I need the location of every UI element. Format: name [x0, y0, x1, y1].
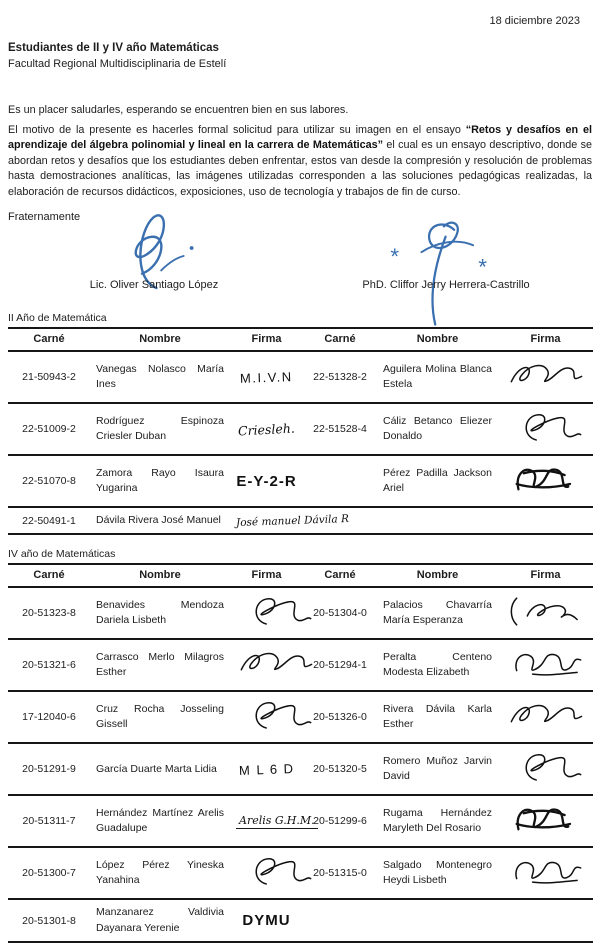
nombre-cell: Cruz Rocha Josseling Gissell	[90, 691, 230, 743]
table-row	[8, 587, 593, 639]
signature-handwriting: M L 6 D	[238, 760, 295, 778]
signer-name-oliver: Lic. Oliver Santiago López	[89, 279, 219, 292]
table-row	[8, 351, 593, 403]
firma-cell	[498, 403, 593, 455]
signature-scribble	[506, 749, 586, 786]
nombre-cell: López Pérez Yineska Yanahina	[90, 847, 230, 899]
signature-scribble	[506, 697, 586, 734]
signature-handwriting: M.I.V.N	[239, 368, 294, 386]
table-row	[8, 507, 593, 534]
firma-cell	[230, 795, 315, 847]
signature-scribble	[506, 409, 586, 446]
column-header: Firma	[498, 328, 593, 351]
firma-cell	[230, 351, 303, 403]
nombre-cell: Cáliz Betanco Eliezer Donaldo	[377, 403, 498, 455]
carne-cell: 20-51311-7	[8, 795, 90, 847]
carne-cell: 20-51323-8	[8, 587, 90, 639]
table-row	[8, 403, 593, 455]
column-header: Firma	[230, 328, 303, 351]
firma-cell	[230, 743, 303, 795]
column-header: Carné	[8, 328, 90, 351]
carne-cell: 22-51070-8	[8, 455, 90, 507]
firma-cell	[230, 899, 303, 941]
firma-cell	[230, 847, 303, 899]
firma-cell	[230, 455, 303, 507]
signature-scribble	[506, 853, 586, 890]
table-row	[8, 691, 593, 743]
firma-cell	[230, 587, 303, 639]
signature-block	[8, 223, 592, 299]
body-paragraph	[8, 123, 592, 200]
recipient-line: Estudiantes de II y IV año Matemáticas	[8, 42, 219, 54]
nombre-cell: Pérez Padilla Jackson Ariel	[377, 455, 498, 507]
carne-cell: 20-51291-9	[8, 743, 90, 795]
signature-scribble	[236, 593, 316, 630]
carne-cell: 20-51294-1	[303, 639, 377, 691]
table-row	[8, 639, 593, 691]
column-header: Nombre	[90, 328, 230, 351]
firma-cell	[498, 847, 593, 899]
firma-cell	[230, 403, 303, 455]
table-title-year4: IV año de Matemáticas	[8, 548, 116, 561]
closing-word: Fraternamente	[8, 211, 81, 224]
header-row	[8, 564, 593, 587]
nombre-cell: Romero Muñoz Jarvin David	[377, 743, 498, 795]
nombre-cell: Rivera Dávila Karla Esther	[377, 691, 498, 743]
firma-cell	[498, 455, 593, 507]
column-header: Firma	[230, 564, 303, 587]
signature-scribble	[506, 593, 586, 630]
asterisk-right: *	[478, 254, 488, 280]
signature-table-year2	[8, 327, 593, 535]
carne-cell	[303, 455, 377, 507]
signature-scribble	[506, 801, 586, 838]
carne-cell: 20-51300-7	[8, 847, 90, 899]
firma-cell	[498, 507, 593, 534]
asterisk-left: *	[390, 244, 400, 270]
signature-table-year4	[8, 563, 593, 942]
carne-cell: 20-51321-6	[8, 639, 90, 691]
firma-cell	[498, 743, 593, 795]
signature-handwriting: Criesleh.	[237, 420, 296, 439]
carne-cell: 20-51315-0	[303, 847, 377, 899]
table-row	[8, 743, 593, 795]
nombre-cell	[377, 507, 498, 534]
signature-handwriting: DYMU	[242, 912, 291, 930]
nombre-cell: García Duarte Marta Lidia	[90, 743, 230, 795]
faculty-line: Facultad Regional Multidisciplinaria de Estelí	[8, 58, 227, 70]
nombre-cell: Hernández Martínez Arelis Guadalupe	[90, 795, 230, 847]
carne-cell: 20-51320-5	[303, 743, 377, 795]
nombre-cell	[377, 899, 498, 941]
firma-cell	[498, 351, 593, 403]
table-row	[8, 455, 593, 507]
column-header: Nombre	[90, 564, 230, 587]
table-title-year2: II Año de Matemática	[8, 312, 107, 325]
signature-scribble	[236, 645, 316, 682]
body-text-before: El motivo de la presente es hacerles formal solicitud para utilizar su imagen en el ensayo	[8, 124, 466, 136]
firma-cell	[498, 899, 593, 941]
carne-cell: 21-50943-2	[8, 351, 90, 403]
date: 18 diciembre 2023	[489, 15, 580, 27]
signature-handwriting: Arelis G.H.M.	[236, 814, 318, 829]
nombre-cell: Salgado Montenegro Heydi Lisbeth	[377, 847, 498, 899]
column-header: Firma	[498, 564, 593, 587]
table-header-year2	[8, 328, 593, 351]
nombre-cell: Zamora Rayo Isaura Yugarina	[90, 455, 230, 507]
carne-cell: 17-12040-6	[8, 691, 90, 743]
table-row	[8, 847, 593, 899]
greeting-line: Es un placer saludarles, esperando se encuentren bien en sus labores.	[8, 104, 349, 116]
firma-cell	[230, 507, 350, 534]
signer-right	[300, 223, 592, 299]
signature-handwriting: José manuel Dávila R	[235, 512, 350, 529]
firma-cell	[498, 795, 593, 847]
carne-cell: 20-51304-0	[303, 587, 377, 639]
nombre-cell: Carrasco Merlo Milagros Esther	[90, 639, 230, 691]
signature-handwriting: E-Y-2-R	[236, 472, 297, 490]
carne-cell: 20-51326-0	[303, 691, 377, 743]
signer-name-cliffor: PhD. Cliffor Jerry Herrera-Castrillo	[362, 279, 530, 292]
nombre-cell: Palacios Chavarría María Esperanza	[377, 587, 498, 639]
nombre-cell: Rugama Hernández Maryleth Del Rosario	[377, 795, 498, 847]
signature-scribble	[506, 357, 586, 394]
header-row	[8, 328, 593, 351]
nombre-cell: Rodríguez Espinoza Criesler Duban	[90, 403, 230, 455]
firma-cell	[498, 691, 593, 743]
carne-cell: 20-51301-8	[8, 899, 90, 941]
nombre-cell: Aguilera Molina Blanca Estela	[377, 351, 498, 403]
nombre-cell: Dávila Rivera José Manuel	[90, 507, 230, 534]
body-text-after: el cual es un ensayo descriptivo, donde se abordan retos y desafíos que los estudiantes deben enfrentar, estos van desde la compresión y resolución de problemas hasta demostraciones analíticas, las imágenes utilizadas corresponden a las soluciones pedagógicas realizadas, la elaboración de recursos didácticos, exposiciones, uso de tecnología y trabajos de fin de curso.	[8, 139, 592, 198]
column-header: Carné	[8, 564, 90, 587]
carne-cell: 20-51299-6	[303, 795, 377, 847]
signature-scribble	[236, 853, 316, 890]
column-header: Carné	[303, 564, 377, 587]
carne-cell: 22-51528-4	[303, 403, 377, 455]
nombre-cell: Peralta Centeno Modesta Elizabeth	[377, 639, 498, 691]
essay-title: “Retos y desafíos en el aprendizaje del álgebra polinomial y lineal en la carrera de Matemáticas”	[8, 124, 592, 152]
carne-cell: 22-51328-2	[303, 351, 377, 403]
table-row	[8, 795, 593, 847]
nombre-cell: Benavides Mendoza Dariela Lisbeth	[90, 587, 230, 639]
firma-cell	[498, 639, 593, 691]
signer-left	[8, 223, 300, 299]
signature-scribble	[506, 645, 586, 682]
nombre-cell: Manzanarez Valdivia Dayanara Yerenie	[90, 899, 230, 941]
nombre-cell: Vanegas Nolasco María Ines	[90, 351, 230, 403]
column-header: Nombre	[377, 328, 498, 351]
signature-scribble	[236, 697, 316, 734]
firma-cell	[230, 691, 303, 743]
table-row	[8, 899, 593, 941]
column-header: Carné	[303, 328, 377, 351]
firma-cell	[498, 587, 593, 639]
carne-cell: 22-50491-1	[8, 507, 90, 534]
carne-cell: 22-51009-2	[8, 403, 90, 455]
firma-cell	[230, 639, 303, 691]
carne-cell	[303, 899, 377, 941]
signature-scribble	[506, 461, 586, 498]
column-header: Nombre	[377, 564, 498, 587]
table-header-year4	[8, 564, 593, 587]
